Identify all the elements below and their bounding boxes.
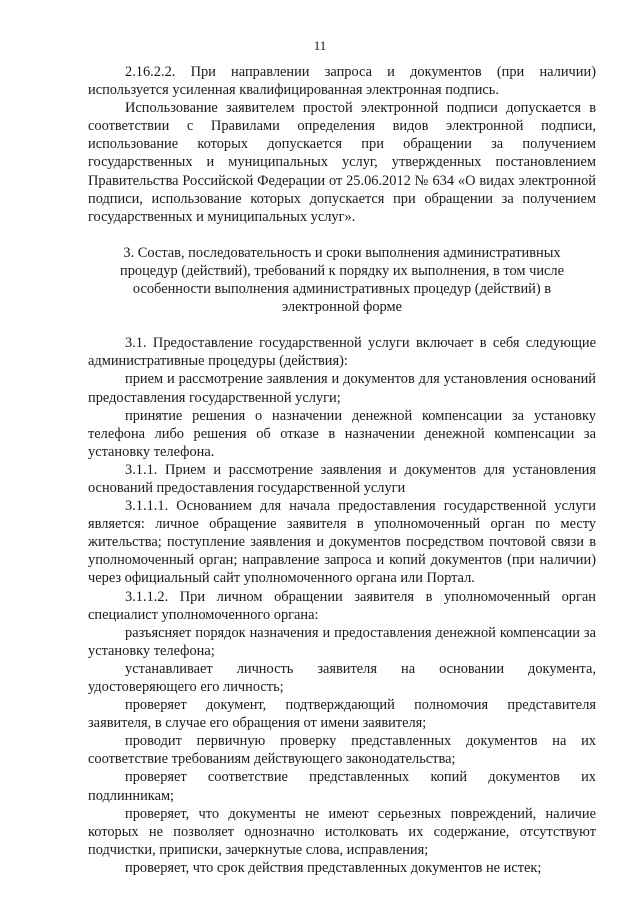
page-number: 11 — [313, 38, 327, 53]
list-item-primary-check: проводит первичную проверку представленных документов на их соответствие требованиям действующего законодательства; — [88, 733, 596, 768]
list-item-reception: прием и рассмотрение заявления и документов для установления оснований предоставления государственной услуги; — [88, 371, 596, 406]
document-body — [88, 63, 596, 877]
section-3-heading: 3. Состав, последовательность и сроки выполнения административных процедур (действий), требований к порядку их выполнения, в том числе особенности выполнения административных процедур (действий) в электронной форме — [120, 244, 564, 316]
list-item-identity: устанавливает личность заявителя на основании документа, удостоверяющего его личность; — [88, 660, 596, 695]
paragraph-3-1-1: 3.1.1. Прием и рассмотрение заявления и документов для установления оснований предоставления государственной услуги — [88, 461, 596, 496]
paragraph-3-1-1-1: 3.1.1.1. Основанием для начала предоставления государственной услуги является: личное обращение заявителя в уполномоченный орган по месту жительства; поступление заявления и документов посредством почтовой связи в уполномоченный орган; направление запроса и копий документов (при наличии) через официальный сайт уполномоченного органа или Портал. — [88, 498, 596, 587]
list-item-damage: проверяет, что документы не имеют серьезных повреждений, наличие которых не позволяет однозначно истолковать их содержание, отсутствуют подчистки, приписки, зачеркнутые слова, исправления; — [88, 805, 596, 858]
paragraph-2-16-2-2: 2.16.2.2. При направлении запроса и документов (при наличии) используется усиленная квалифицированная электронная подпись. — [88, 64, 596, 99]
list-item-decision: принятие решения о назначении денежной компенсации за установку телефона либо решения об отказе в назначении денежной компенсации за установку телефона. — [88, 407, 596, 460]
list-item-explains: разъясняет порядок назначения и предоставления денежной компенсации за установку телефона; — [88, 624, 596, 659]
paragraph-3-1: 3.1. Предоставление государственной услуги включает в себя следующие административные процедуры (действия): — [88, 335, 596, 370]
paragraph-3-1-1-2: 3.1.1.2. При личном обращении заявителя в уполномоченный орган специалист уполномоченного органа: — [88, 588, 596, 623]
list-item-representative: проверяет документ, подтверждающий полномочия представителя заявителя, в случае его обращения от имени заявителя; — [88, 697, 596, 732]
paragraph-simple-signature: Использование заявителем простой электронной подписи допускается в соответствии с Правилами определения видов электронной подписи, использование которых допускается при обращении за получением государственных и муниципальных услуг, утвержденных постановлением Правительства Российской Федерации от 25.06.2012 № 634 «О видах электронной подписи, использование которых допускается при обращении за получением государственных и муниципальных услуг». — [88, 100, 596, 225]
list-item-validity: проверяет, что срок действия представленных документов не истек; — [125, 859, 542, 876]
list-item-copies: проверяет соответствие представленных копий документов их подлинникам; — [88, 769, 596, 804]
